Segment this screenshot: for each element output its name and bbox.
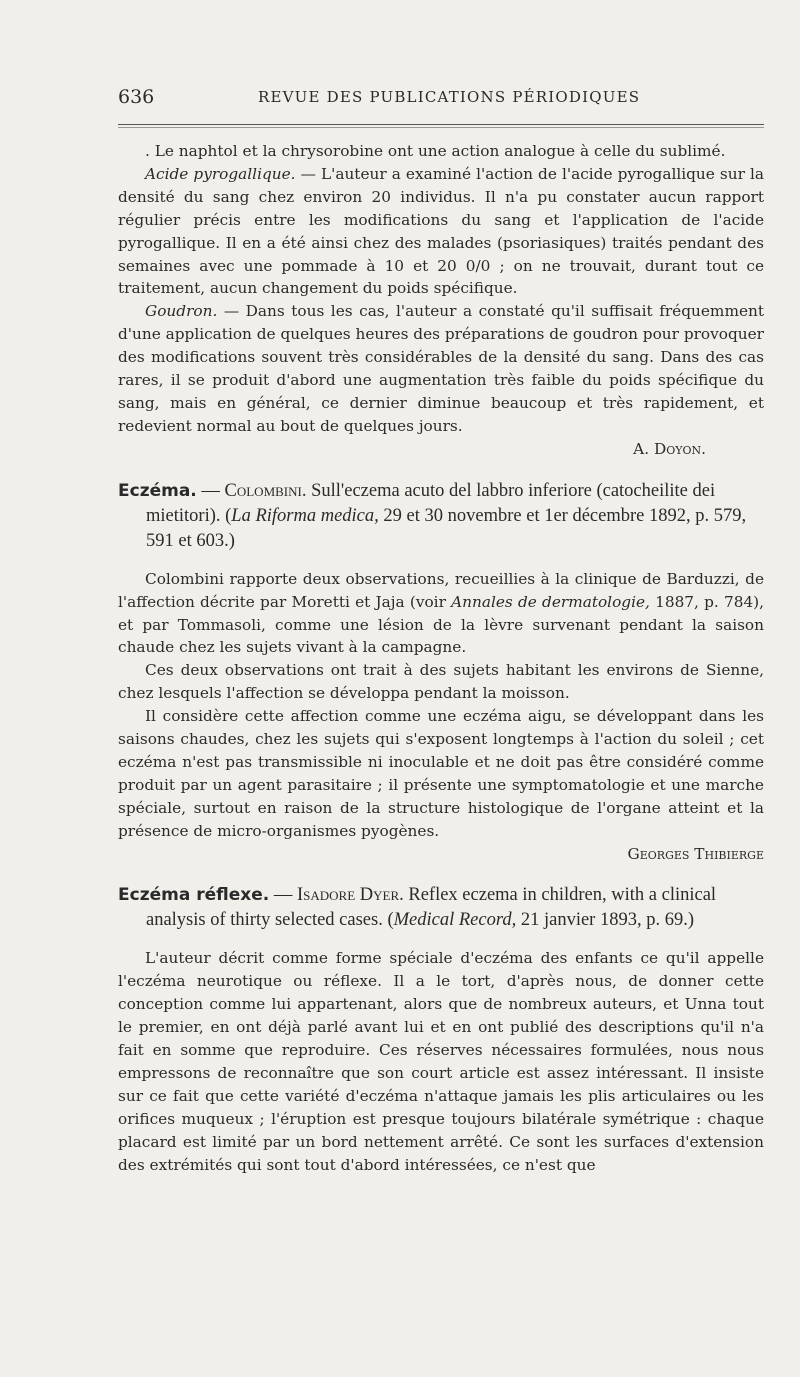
header-rule bbox=[118, 124, 764, 125]
signature-thibierge: Georges Thibierge bbox=[627, 844, 764, 863]
paragraph-goudron: Goudron. — Dans tous les cas, l'auteur a constaté qu'il suffisait fréquemment d'une application de quelques heures des préparations de goudron pour provoquer des modifications souvent très considérables de la densité du sang. Dans des cas rares, il se produit d'abord une augmentation très faible du poids spécifique du sang, mais en général, ce dernier diminue beaucoup et très rapidement, et redevient normal au bout de quelques jours. bbox=[118, 302, 764, 435]
paragraph-colombini-3: Il considère cette affection comme une eczéma aigu, se développant dans les saisons chaudes, chez les sujets qui s'exposent longtemps à l'action du soleil ; cet eczéma n'est pas transmissible ni inoculable et ne doit pas être considéré comme produit par un agent parasitaire ; il présente une symptomatologie et une marche spéciale, surtout en raison de la structure histologique de l'organe atteint et la présence de micro-organismes pyogènes. bbox=[118, 707, 764, 840]
page-body bbox=[118, 140, 764, 1177]
subsection-title: Goudron. bbox=[145, 302, 218, 321]
paragraph-colombini-1: Colombini rapporte deux observations, recueillies à la clinique de Barduzzi, de l'affection décrite par Moretti et Jaja (voir Annales de dermatologie, 1887, p. 784), et par Tommasoli, comme une lésion de la lèvre survenant pendant la saison chaude chez les sujets vivant à la campagne. bbox=[118, 569, 765, 657]
paragraph-colombini-2: Ces deux observations ont trait à des sujets habitant les environs de Sienne, chez lesquels l'affection se développa pendant la moisson. bbox=[118, 661, 764, 703]
subsection-title: Acide pyrogallique. bbox=[145, 164, 296, 183]
entry-author: Colombini. bbox=[224, 480, 307, 501]
entry-title: Eczéma. bbox=[118, 480, 197, 501]
page-number: 636 bbox=[118, 86, 155, 108]
entry-heading-colombini: Eczéma. — Colombini. Sull'eczema acuto del labbro inferiore (catocheilite dei mietitori). (La Riforma medica, 29 et 30 novembre et 1er décembre 1892, p. 579, 591 et 603.) bbox=[118, 480, 747, 551]
paragraph-dyer-1: L'auteur décrit comme forme spéciale d'eczéma des enfants ce qu'il appelle l'eczéma neurotique ou réflexe. Il a le tort, d'après nous, de donner cette conception comme lui appartenant, alors que de nombreux auteurs, et Unna tout le premier, en ont déjà parlé avant lui et en ont publié des descriptions qu'il n'a fait en somme que reproduire. Ces réserves nécessaires formulées, nous nous empressons de reconnaître que son court article est assez intéressant. Il insiste sur ce fait que cette variété d'eczéma n'attaque jamais les plis articulaires ou les orifices muqueux ; l'éruption est presque toujours bilatérale symétrique : chaque placard est limité par un bord nettement arrêté. Ce sont les surfaces d'extension des extrémités qui sont tout d'abord intéressées, ce n'est que bbox=[118, 949, 764, 1174]
paragraph-naphtol: . Le naphtol et la chrysorobine ont une action analogue à celle du sublimé. bbox=[145, 142, 726, 160]
entry-heading-dyer: Eczéma réflexe. — Isadore Dyer. Reflex eczema in children, with a clinical analysis of thirty selected cases. (Medical Record, 21 janvier 1893, p. 69.) bbox=[118, 885, 717, 931]
signature-doyon: A. Doyon. bbox=[633, 439, 706, 458]
entry-journal: La Riforma medica, bbox=[231, 505, 379, 526]
running-header bbox=[118, 86, 764, 112]
entry-journal: Medical Record, bbox=[393, 910, 517, 931]
entry-title: Eczéma réflexe. bbox=[118, 885, 270, 906]
header-rule-secondary bbox=[118, 127, 764, 128]
paragraph-acide-pyrogallique: Acide pyrogallique. — L'auteur a examiné l'action de l'acide pyrogallique sur la densité du sang chez environ 20 individus. Il n'a pu constater aucun rapport régulier précis entre les modifications du sang et l'application de l'acide pyrogallique. Il en a été ainsi chez des malades (psoriasiques) traités pendant des semaines avec une pommade à 10 et 20 0/0 ; on ne trouvait, durant tout ce traitement, aucun changement du poids spécifique. bbox=[118, 164, 764, 298]
running-title: REVUE DES PUBLICATIONS PÉRIODIQUES bbox=[258, 88, 641, 106]
entry-author: Isadore Dyer. bbox=[296, 885, 404, 906]
